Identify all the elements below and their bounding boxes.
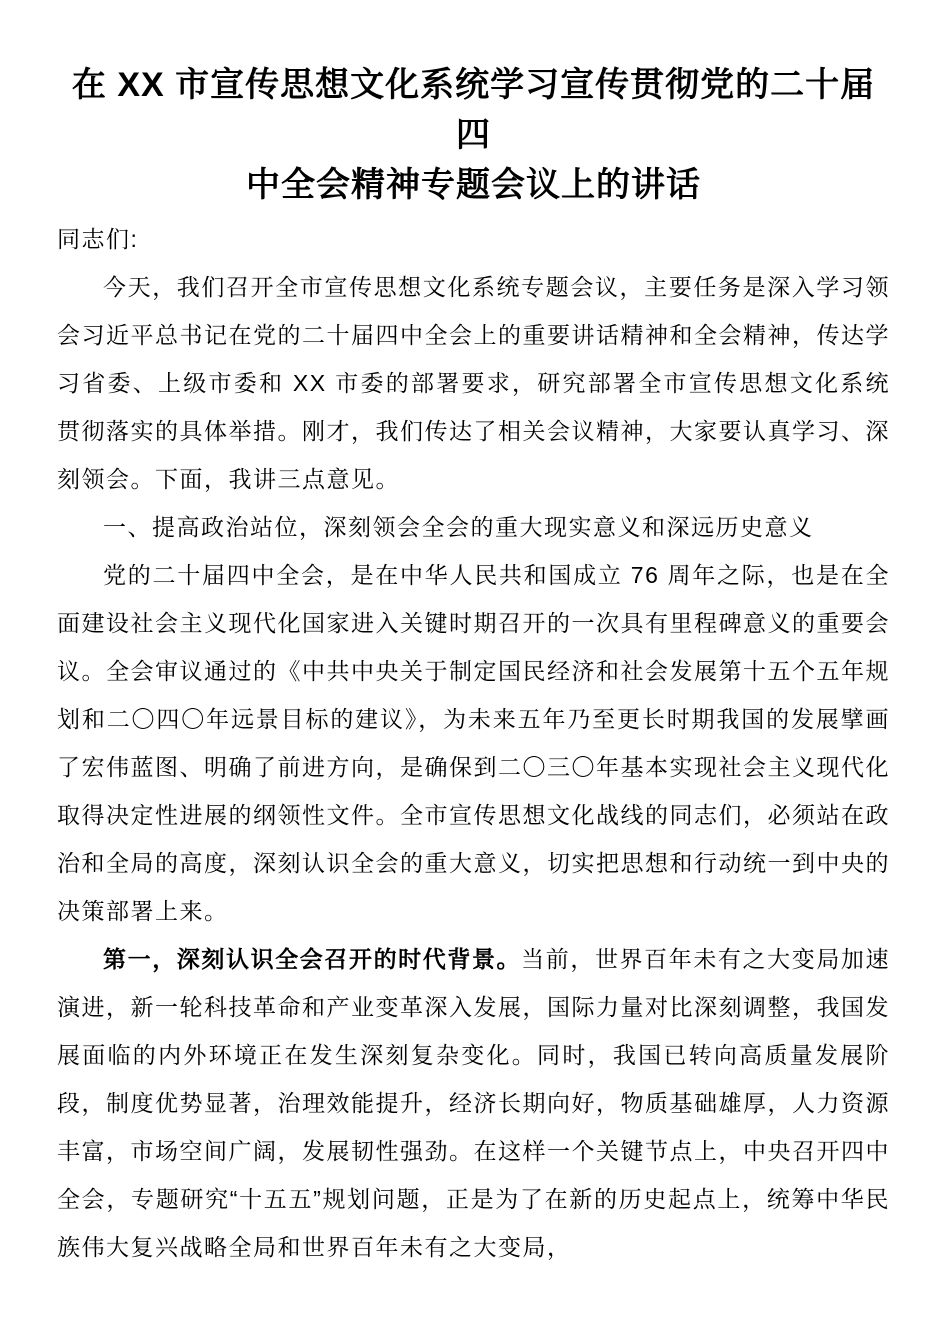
document-title-line-1: 在 XX 市宣传思想文化系统学习宣传贯彻党的二十届四 [71,66,876,154]
paragraph-era-background-text: 当前，世界百年未有之大变局加速演进，新一轮科技革命和产业变革深入发展，国际力量对比深刻调整，我国发展面临的内外环境正在发生深刻复杂变化。同时，我国已转向高质量发展阶段，制度优势显著，治理效能提升，经济长期向好，物质基础雄厚，人力资源丰富，市场空间广阔，发展韧性强劲。在这样一个关键节点上，中央召开四中全会，专题研究“十五五”规划问题，正是为了在新的历史起点上，统筹中华民族伟大复兴战略全局和世界百年未有之大变局， [57,946,891,1260]
paragraph-era-background [57,935,890,1271]
document-title-line-2: 中全会精神专题会议上的讲话 [246,166,701,204]
section-heading-1: 一、提高政治站位，深刻领会全会的重大现实意义和深远历史意义 [103,514,814,540]
paragraph-opening: 今天，我们召开全市宣传思想文化系统专题会议，主要任务是深入学习领会习近平总书记在党的二十届四中全会上的重要讲话精神和全会精神，传达学习省委、上级市委和 XX 市委的部署要求，研究部署全市宣传思想文化系统贯彻落实的具体举措。刚才，我们传达了相关会议精神，大家要认真学习、深刻领会。下面，我讲三点意见。 [57,274,890,492]
salutation: 同志们: [57,226,139,252]
document-title [57,60,890,210]
paragraph-plenum-significance: 党的二十届四中全会，是在中华人民共和国成立 76 周年之际，也是在全面建设社会主义现代化国家进入关键时期召开的一次具有里程碑意义的重要会议。全会审议通过的《中共中央关于制定国民经济和社会发展第十五个五年规划和二〇四〇年远景目标的建议》，为未来五年乃至更长时期我国的发展擘画了宏伟蓝图、明确了前进方向，是确保到二〇三〇年基本实现社会主义现代化取得决定性进展的纲领性文件。全市宣传思想文化战线的同志们，必须站在政治和全局的高度，深刻认识全会的重大意义，切实把思想和行动统一到中央的决策部署上来。 [57,562,890,924]
paragraph-era-background-lead: 第一，深刻认识全会召开的时代背景。 [103,946,522,972]
